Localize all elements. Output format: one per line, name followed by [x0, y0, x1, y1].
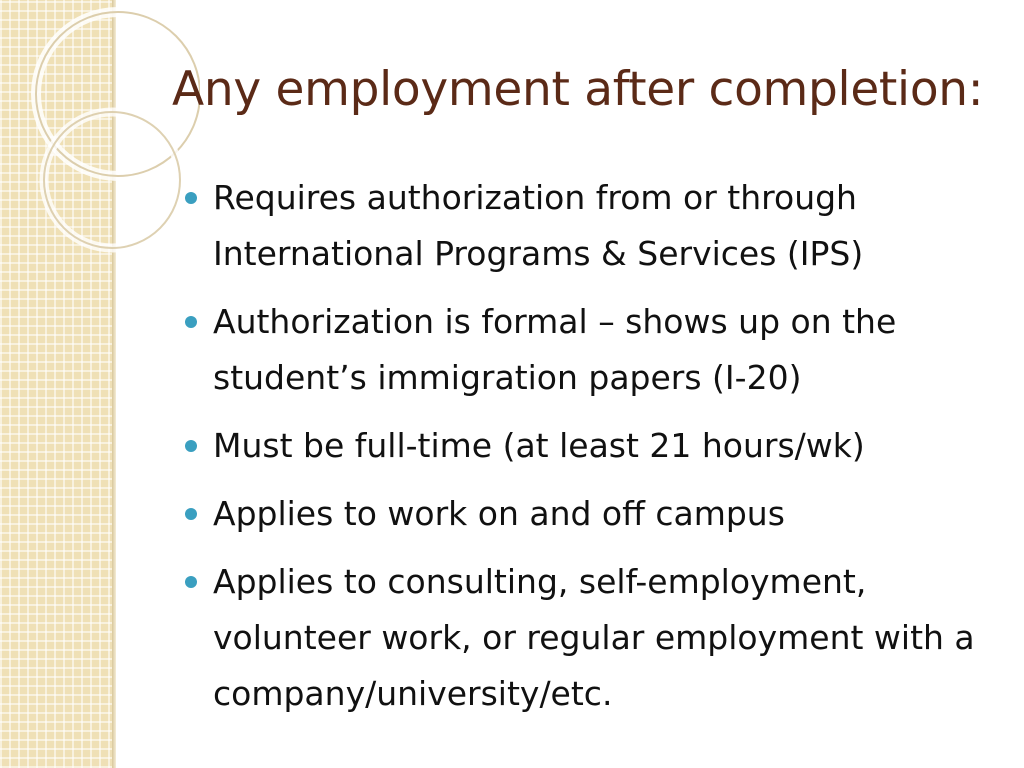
bullet-item	[182, 418, 982, 474]
bullet-text: Applies to consulting, self-employment, volunteer work, or regular employment with a company/university/etc.	[213, 562, 975, 713]
bullet-dot-icon	[185, 316, 197, 328]
bullet-text: Must be full-time (at least 21 hours/wk)	[213, 426, 865, 465]
ring-decoration-icon	[0, 0, 200, 260]
bullet-dot-icon	[185, 192, 197, 204]
bullet-text: Authorization is formal – shows up on the student’s immigration papers (I-20)	[213, 302, 897, 397]
bullet-item	[182, 554, 982, 722]
bullet-dot-icon	[185, 440, 197, 452]
bullet-text: Requires authorization from or through International Programs & Services (IPS)	[213, 178, 864, 273]
bullet-dot-icon	[185, 576, 197, 588]
bullet-item	[182, 486, 982, 542]
bullet-item	[182, 170, 982, 282]
bullet-list	[182, 170, 982, 734]
bullet-text: Applies to work on and off campus	[213, 494, 785, 533]
bullet-dot-icon	[185, 508, 197, 520]
bullet-item	[182, 294, 982, 406]
slide-title: Any employment after completion:	[172, 62, 984, 117]
